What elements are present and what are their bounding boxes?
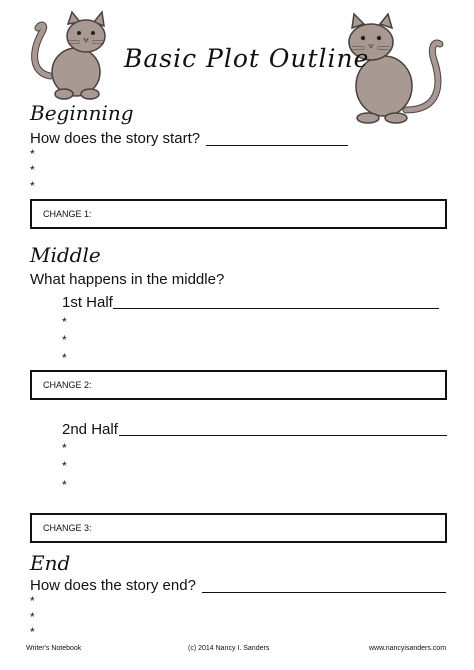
- bullet: *: [30, 179, 35, 193]
- second-half-label: 2nd Half: [62, 421, 118, 438]
- bullet: *: [30, 147, 35, 161]
- cat-illustration-left: [28, 10, 118, 102]
- change-2-label: CHANGE 2:: [43, 380, 92, 390]
- change-1-label: CHANGE 1:: [43, 209, 92, 219]
- bullet: *: [62, 478, 67, 492]
- bullet: *: [62, 441, 67, 455]
- middle-question: What happens in the middle?: [30, 271, 225, 288]
- section-heading-middle: Middle: [30, 243, 101, 267]
- change-3-box[interactable]: [30, 513, 447, 543]
- section-heading-end: End: [30, 551, 71, 575]
- first-half-answer-line[interactable]: [113, 308, 439, 309]
- end-question: How does the story end?: [30, 577, 196, 594]
- beginning-answer-line[interactable]: [206, 145, 348, 146]
- bullet: *: [30, 163, 35, 177]
- beginning-question: How does the story start?: [30, 130, 201, 147]
- bullet: *: [30, 610, 35, 624]
- page-title: Basic Plot Outline: [124, 44, 370, 73]
- second-half-answer-line[interactable]: [119, 435, 447, 436]
- change-2-box[interactable]: [30, 370, 447, 400]
- bullet: *: [30, 594, 35, 608]
- bullet: *: [30, 625, 35, 639]
- bullet: *: [62, 315, 67, 329]
- bullet: *: [62, 333, 67, 347]
- bullet: *: [62, 351, 67, 365]
- change-3-label: CHANGE 3:: [43, 523, 92, 533]
- end-answer-line[interactable]: [202, 592, 446, 593]
- footer-left: Writer's Notebook: [26, 645, 82, 652]
- first-half-label: 1st Half: [62, 294, 113, 311]
- footer-right: www.nancyisanders.com: [369, 645, 447, 652]
- change-1-box[interactable]: [30, 199, 447, 229]
- section-heading-beginning: Beginning: [30, 101, 134, 125]
- bullet: *: [62, 459, 67, 473]
- footer-center: (c) 2014 Nancy I. Sanders: [188, 645, 270, 652]
